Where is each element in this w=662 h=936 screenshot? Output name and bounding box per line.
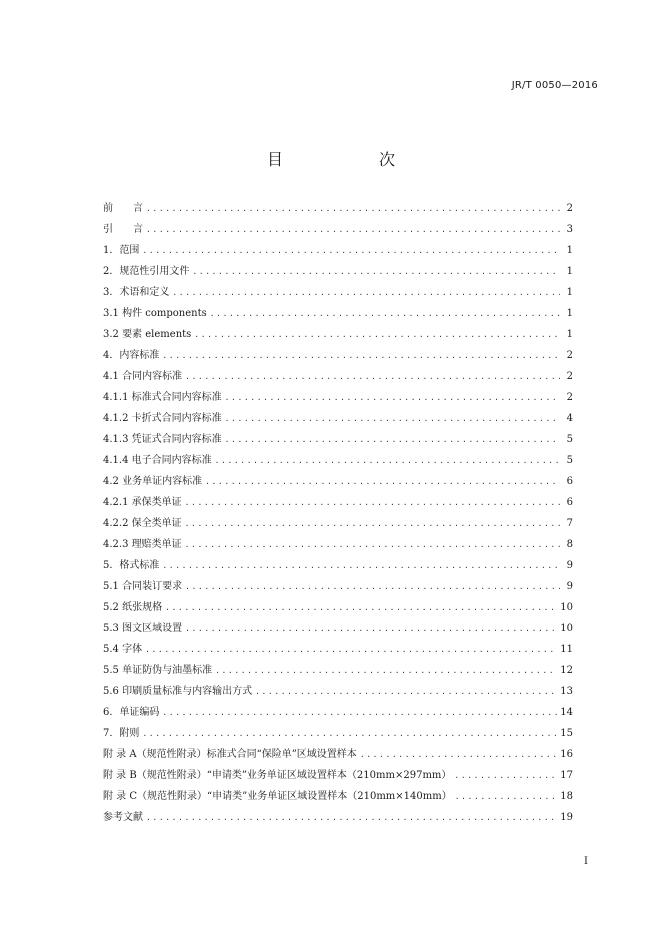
- toc-entry-page: 7: [566, 518, 573, 529]
- toc-entry-page: 1: [566, 329, 573, 340]
- toc-entry[interactable]: [103, 387, 573, 408]
- toc-leader-dots: [145, 639, 557, 660]
- toc-entry-label: 附 录 B（规范性附录）“申请类”业务单证区域设置样本（210mm×297mm）: [103, 770, 452, 781]
- toc-entry-page: 2: [566, 371, 573, 382]
- toc-entry[interactable]: [103, 555, 573, 576]
- toc-entry-page: 2: [566, 350, 573, 361]
- toc-entry[interactable]: [103, 408, 573, 429]
- toc-entry[interactable]: [103, 513, 573, 534]
- toc-entry-page: 11: [560, 644, 573, 655]
- toc-entry-page: 3: [566, 224, 573, 235]
- toc-leader-dots: [215, 660, 557, 681]
- toc-entry-label: 5.2 纸张规格: [103, 602, 163, 613]
- toc-leader-dots: [455, 786, 558, 807]
- toc-entry[interactable]: [103, 429, 573, 450]
- toc-entry-page: 1: [566, 308, 573, 319]
- toc-entry-page: 1: [566, 245, 573, 256]
- toc-entry-label: 2．规范性引用文件: [103, 266, 190, 277]
- toc-leader-dots: [185, 366, 560, 387]
- toc-entry-label: 4.1.4 电子合同内容标准: [103, 455, 212, 466]
- toc-leader-dots: [192, 261, 560, 282]
- toc-entry[interactable]: [103, 576, 573, 597]
- toc-entry-page: 19: [560, 812, 573, 823]
- toc-entry-label: 5.3 图文区域设置: [103, 623, 183, 634]
- toc-entry-label: 4.1.3 凭证式合同内容标准: [103, 434, 222, 445]
- toc-entry[interactable]: [103, 282, 573, 303]
- toc-entry-label: 4.2.2 保全类单证: [103, 518, 182, 529]
- toc-entry-label: 附 录 C（规范性附录）“申请类”业务单证区域设置样本（210mm×140mm）: [103, 791, 452, 802]
- toc-entry-page: 17: [560, 770, 573, 781]
- toc-leader-dots: [185, 513, 560, 534]
- toc-entry-page: 8: [566, 539, 573, 550]
- toc-entry-page: 9: [566, 581, 573, 592]
- toc-entry-page: 4: [566, 413, 573, 424]
- toc-entry-label: 5.4 字体: [103, 644, 143, 655]
- toc-leader-dots: [225, 429, 560, 450]
- toc-entry-page: 9: [566, 560, 573, 571]
- toc-entry-label: 引 言: [103, 224, 143, 235]
- toc-leader-dots: [210, 303, 560, 324]
- toc-entry[interactable]: [103, 240, 573, 261]
- toc-entry[interactable]: [103, 492, 573, 513]
- toc-entry[interactable]: [103, 366, 573, 387]
- toc-entry-page: 2: [566, 392, 573, 403]
- toc-entry-label: 4.2.3 理赔类单证: [103, 539, 182, 550]
- toc-entry[interactable]: [103, 198, 573, 219]
- toc-entry-label: 4.1.1 标准式合同内容标准: [103, 392, 222, 403]
- toc-entry-label: 4.1.2 卡折式合同内容标准: [103, 413, 222, 424]
- toc-entry-page: 18: [560, 791, 573, 802]
- toc-entry-page: 5: [566, 434, 573, 445]
- toc-leader-dots: [205, 471, 560, 492]
- toc-leader-dots: [185, 576, 560, 597]
- page-number: I: [584, 856, 588, 867]
- toc-leader-dots: [165, 597, 557, 618]
- toc-leader-dots: [194, 324, 560, 345]
- toc-entry-label: 5.1 合同装订要求: [103, 581, 183, 592]
- toc-entry-label: 6．单证编码: [103, 707, 160, 718]
- toc-entry-page: 5: [566, 455, 573, 466]
- toc-entry-page: 12: [560, 665, 573, 676]
- toc-entry-page: 6: [566, 476, 573, 487]
- toc-leader-dots: [146, 198, 560, 219]
- toc-entry[interactable]: [103, 618, 573, 639]
- toc-leader-dots: [255, 681, 557, 702]
- toc-leader-dots: [454, 765, 557, 786]
- toc-entry-page: 16: [560, 749, 573, 760]
- toc-leader-dots: [225, 387, 560, 408]
- toc-entry-label: 参考文献: [103, 812, 143, 823]
- toc-entry[interactable]: [103, 723, 573, 744]
- toc-entry[interactable]: [103, 219, 573, 240]
- toc-entry[interactable]: [103, 744, 573, 765]
- toc-entry[interactable]: [103, 324, 573, 345]
- toc-entry[interactable]: [103, 450, 573, 471]
- table-of-contents: [103, 198, 573, 828]
- toc-leader-dots: [162, 702, 557, 723]
- toc-entry-label: 5.6 印刷质量标准与内容输出方式: [103, 686, 253, 697]
- toc-entry[interactable]: [103, 660, 573, 681]
- toc-entry-label: 5．格式标准: [103, 560, 160, 571]
- toc-entry-label: 3．术语和定义: [103, 287, 170, 298]
- page-title: 目 次: [266, 150, 435, 169]
- toc-entry-page: 14: [560, 707, 573, 718]
- toc-leader-dots: [215, 450, 560, 471]
- toc-entry-page: 10: [560, 602, 573, 613]
- toc-entry[interactable]: [103, 702, 573, 723]
- toc-entry-label: 3.2 要素 elements: [103, 329, 192, 340]
- toc-entry[interactable]: [103, 597, 573, 618]
- toc-leader-dots: [142, 723, 557, 744]
- toc-entry-label: 4．内容标准: [103, 350, 160, 361]
- toc-entry[interactable]: [103, 534, 573, 555]
- toc-entry-page: 6: [566, 497, 573, 508]
- toc-leader-dots: [146, 219, 560, 240]
- toc-leader-dots: [225, 408, 560, 429]
- toc-leader-dots: [172, 282, 560, 303]
- toc-entry-page: 13: [560, 686, 573, 697]
- toc-entry-page: 2: [566, 203, 573, 214]
- toc-entry-label: 4.2 业务单证内容标准: [103, 476, 203, 487]
- toc-entry-label: 3.1 构件 components: [103, 308, 207, 319]
- toc-entry-label: 7．附则: [103, 728, 140, 739]
- toc-entry-page: 1: [566, 287, 573, 298]
- toc-leader-dots: [185, 618, 557, 639]
- toc-leader-dots: [146, 807, 557, 828]
- toc-entry-page: 10: [560, 623, 573, 634]
- toc-entry[interactable]: [103, 639, 573, 660]
- toc-entry-label: 4.1 合同内容标准: [103, 371, 183, 382]
- toc-entry-label: 1．范围: [103, 245, 140, 256]
- toc-leader-dots: [142, 240, 560, 261]
- toc-entry[interactable]: [103, 807, 573, 828]
- toc-entry-page: 1: [566, 266, 573, 277]
- toc-leader-dots: [162, 555, 560, 576]
- toc-entry[interactable]: [103, 261, 573, 282]
- toc-entry-page: 15: [560, 728, 573, 739]
- toc-entry-label: 4.2.1 承保类单证: [103, 497, 182, 508]
- toc-entry[interactable]: [103, 471, 573, 492]
- toc-entry[interactable]: [103, 345, 573, 366]
- toc-leader-dots: [185, 492, 560, 513]
- toc-entry[interactable]: [103, 786, 573, 807]
- toc-entry[interactable]: [103, 765, 573, 786]
- toc-entry[interactable]: [103, 681, 573, 702]
- toc-entry-label: 附 录 A（规范性附录）标准式合同“保险单”区域设置样本: [103, 749, 357, 760]
- toc-leader-dots: [360, 744, 557, 765]
- toc-leader-dots: [162, 345, 560, 366]
- document-code: JR/T 0050—2016: [511, 80, 598, 91]
- toc-entry[interactable]: [103, 303, 573, 324]
- toc-entry-label: 5.5 单证防伪与油墨标准: [103, 665, 213, 676]
- toc-entry-label: 前 言: [103, 203, 143, 214]
- toc-leader-dots: [185, 534, 560, 555]
